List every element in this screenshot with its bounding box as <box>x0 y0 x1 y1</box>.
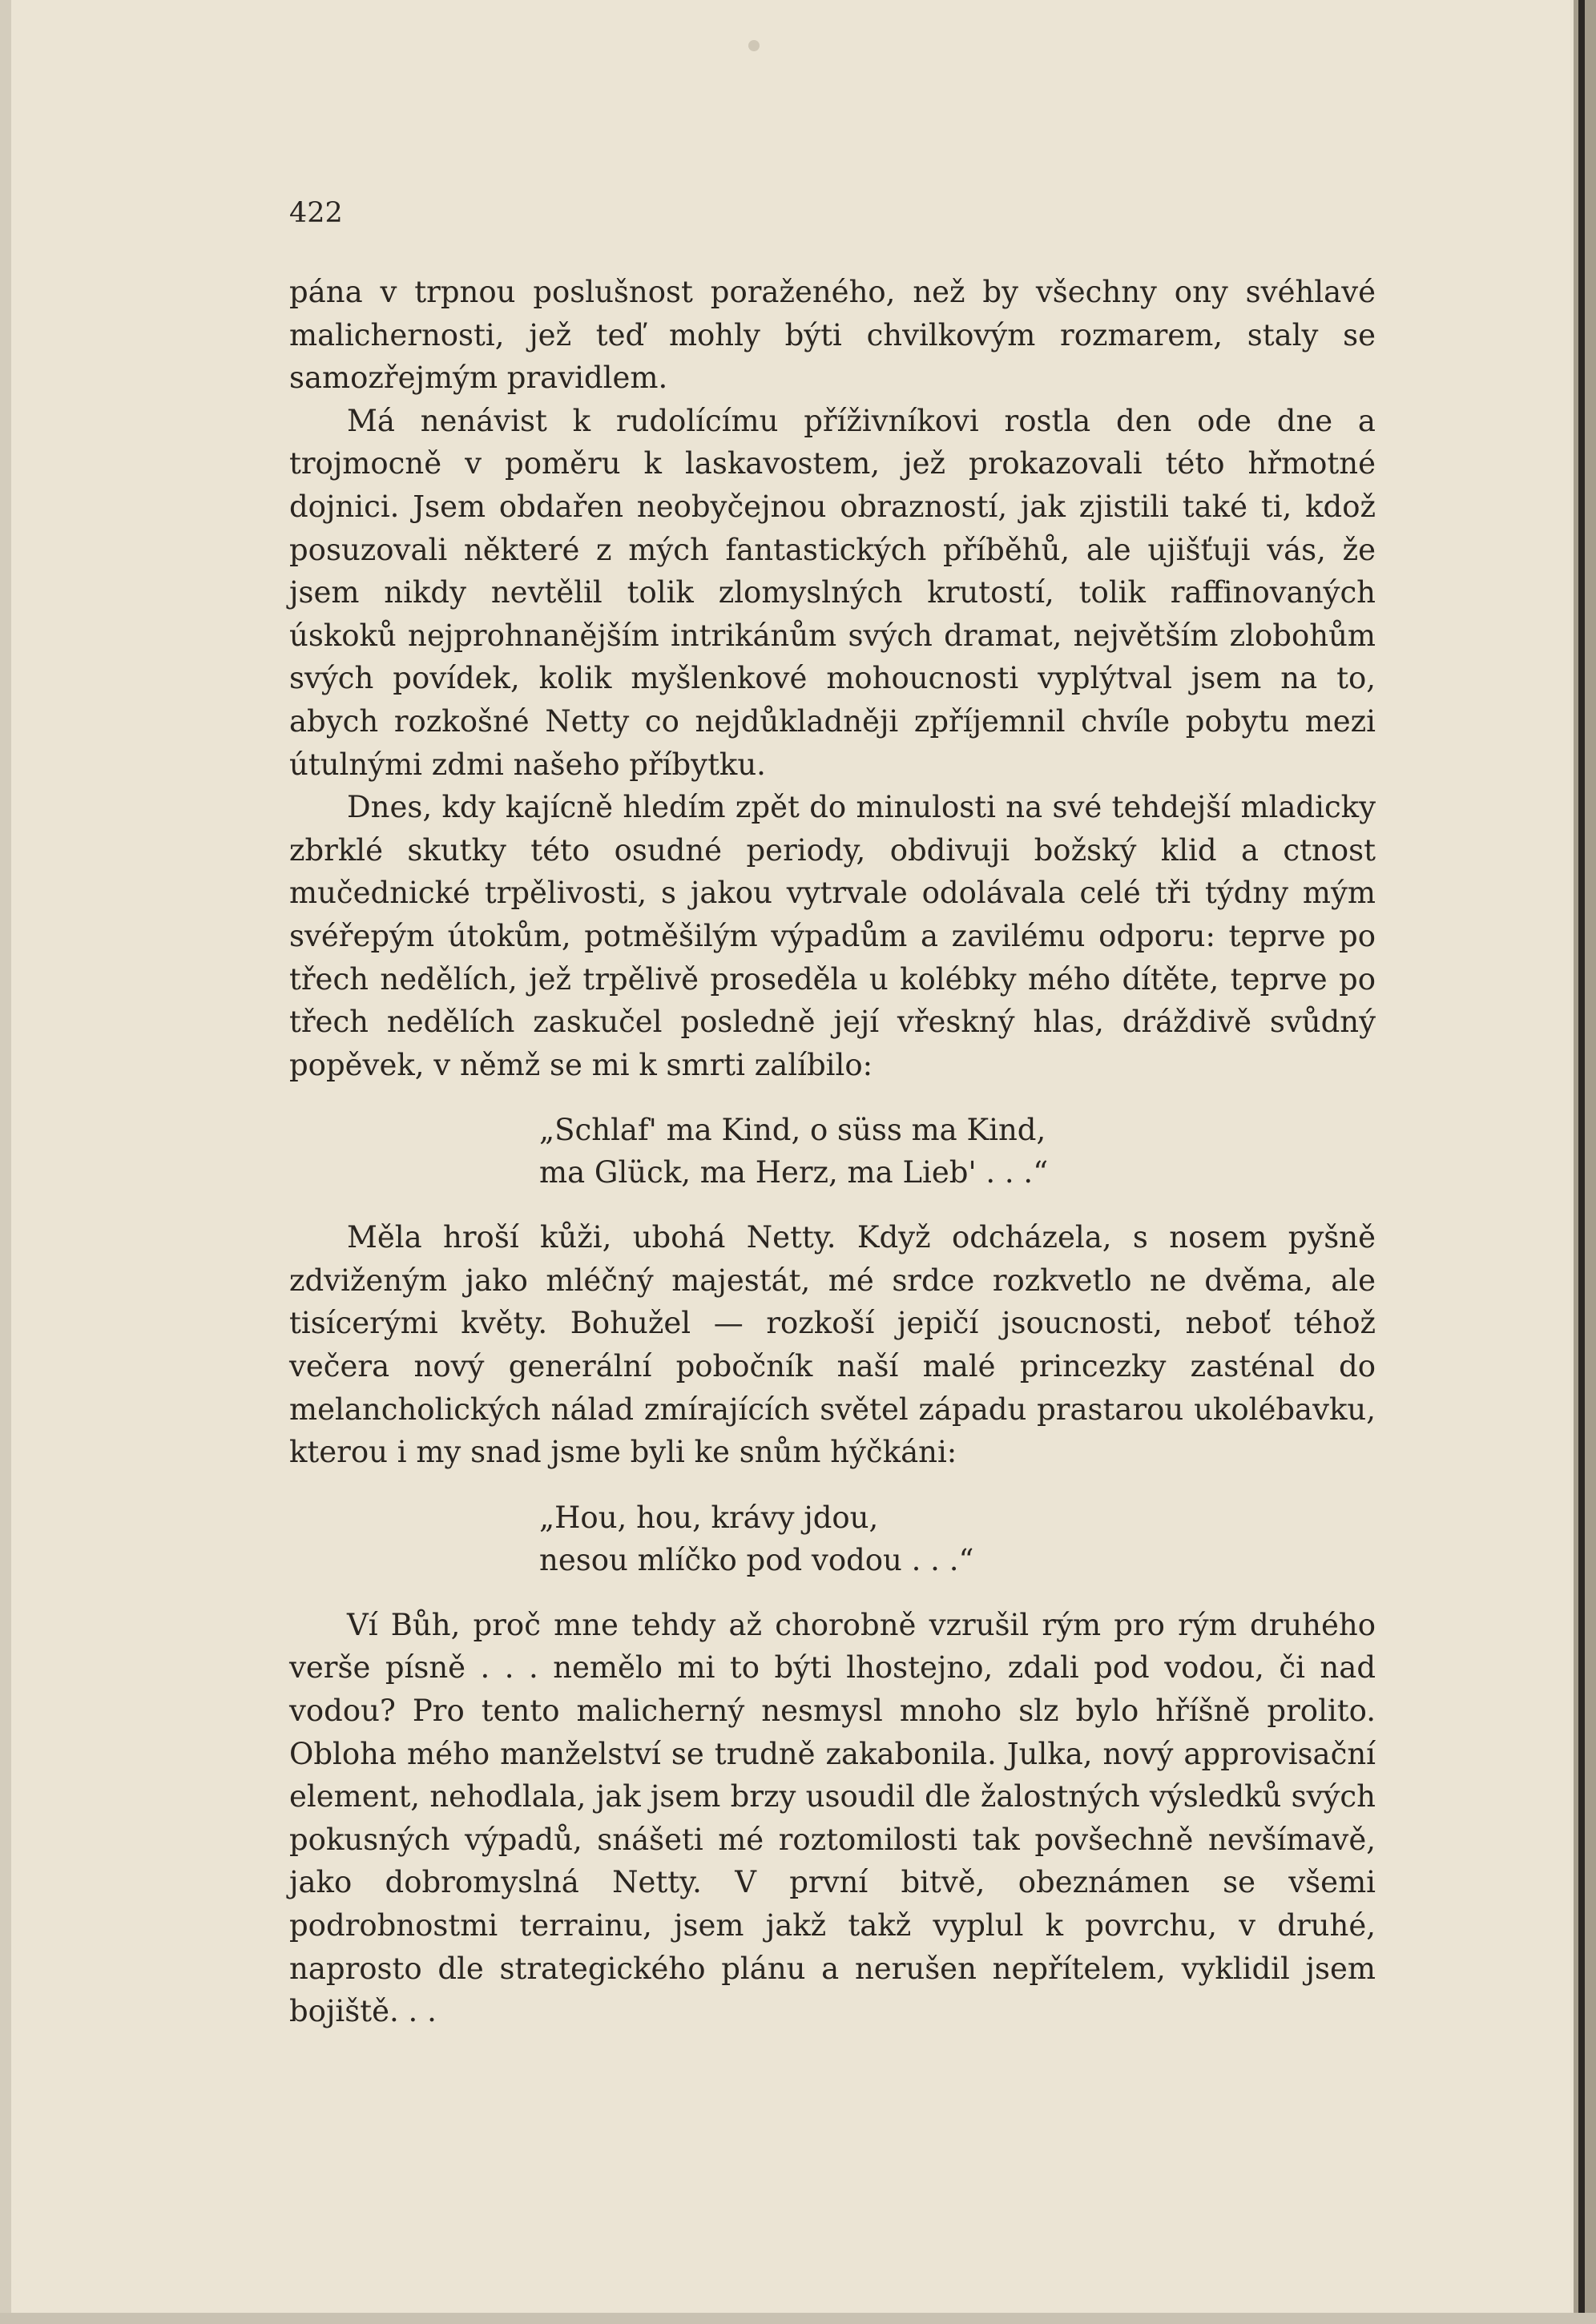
paragraph-4: Měla hroší kůži, ubohá Netty. Když odcházela, s nosem pyšně zdviženým jako mléčný majestát, mé srdce rozkvetlo ne dvěma, ale tisícerými květy. Bohužel — rozkoší jepičí jsoucnosti, neboť téhož večera nový generální pobočník naší malé princezky zasténal do melancholických nálad zmírajících světel západu prastarou ukolébavku, kterou i my snad jsme byli ke snům hýčkáni: <box>289 1220 1376 1470</box>
page-number: 422 <box>289 197 343 229</box>
body-text <box>289 271 1376 2033</box>
verse-lullaby-czech <box>539 1496 1376 1581</box>
book-page <box>11 0 1570 2313</box>
verse-line: ma Glück, ma Herz, ma Lieb' . . .“ <box>539 1155 1049 1190</box>
verse-lullaby-german <box>539 1109 1376 1194</box>
verse-line: nesou mlíčko pod vodou . . .“ <box>539 1542 974 1577</box>
paragraph-1: pána v trpnou poslušnost poraženého, než by všechny ony svéhlavé malichernosti, jež teď mohly býti chvilkovým rozmarem, staly se samozřejmým pravidlem. <box>289 275 1376 396</box>
verse-line: „Hou, hou, krávy jdou, <box>539 1500 879 1535</box>
right-binding-shadow <box>1578 0 1585 2324</box>
paragraph-3: Dnes, kdy kajícně hledím zpět do minulosti na své tehdejší mladicky zbrklé skutky této osudné periody, obdivuji božský klid a ctnost mučednické trpělivosti, s jakou vytrvale odolávala celé tři týdny mým svéřepým útokům, potměšilým výpadům a zavilému odporu: teprve po třech nedělích, jež trpělivě proseděla u kolébky mého dítěte, teprve po třech nedělích zaskučel posledně její vřeskný hlas, dráždivě svůdný popěvek, v němž se mi k smrti zalíbilo: <box>289 790 1376 1082</box>
verse-line: „Schlaf' ma Kind, o süss ma Kind, <box>539 1113 1046 1148</box>
paragraph-5: Ví Bůh, proč mne tehdy až chorobně vzrušil rým pro rým druhého verše písně . . . nemělo mi to býti lhostejno, zdali pod vodou, či nad vodou? Pro tento malicherný nesmysl mnoho slz bylo hříšně prolito. Obloha mého manželství se trudně zakabonila. Julka, nový approvisační element, nehodlala, jak jsem brzy usoudil dle žalostných výsledků svých pokusných výpadů, snášeti mé roztomilosti tak povšechně nevšímavě, jako dobromyslná Netty. V první bitvě, obeznámen se všemi podrobnostmi terrainu, jsem jakž takž vyplul k povrchu, v druhé, naprosto dle strategického plánu a nerušen nepřítelem, vyklidil jsem bojiště. . . <box>289 1607 1376 2029</box>
paragraph-2: Má nenávist k rudolícímu příživníkovi rostla den ode dne a trojmocně v poměru k laskavostem, jež prokazovali této hřmotné dojnici. Jsem obdařen neobyčejnou obrazností, jak zjistili také ti, kdož posuzovali některé z mých fantastických příběhů, ale ujišťuji vás, že jsem nikdy nevtělil tolik zlomyslných krutostí, tolik raffinovaných úskoků nejprohnanějším intrikánům svých dramat, největším zlobohům svých povídek, kolik myšlenkové mohoucnosti vyplýtval jsem na to, abych rozkošné Netty co nejdůkladněji zpříjemnil chvíle pobytu mezi útulnými zdmi našeho příbytku. <box>289 403 1376 782</box>
paper-spot <box>748 40 760 51</box>
bottom-page-edge <box>0 2313 1596 2324</box>
right-binding-edge <box>1574 0 1596 2324</box>
